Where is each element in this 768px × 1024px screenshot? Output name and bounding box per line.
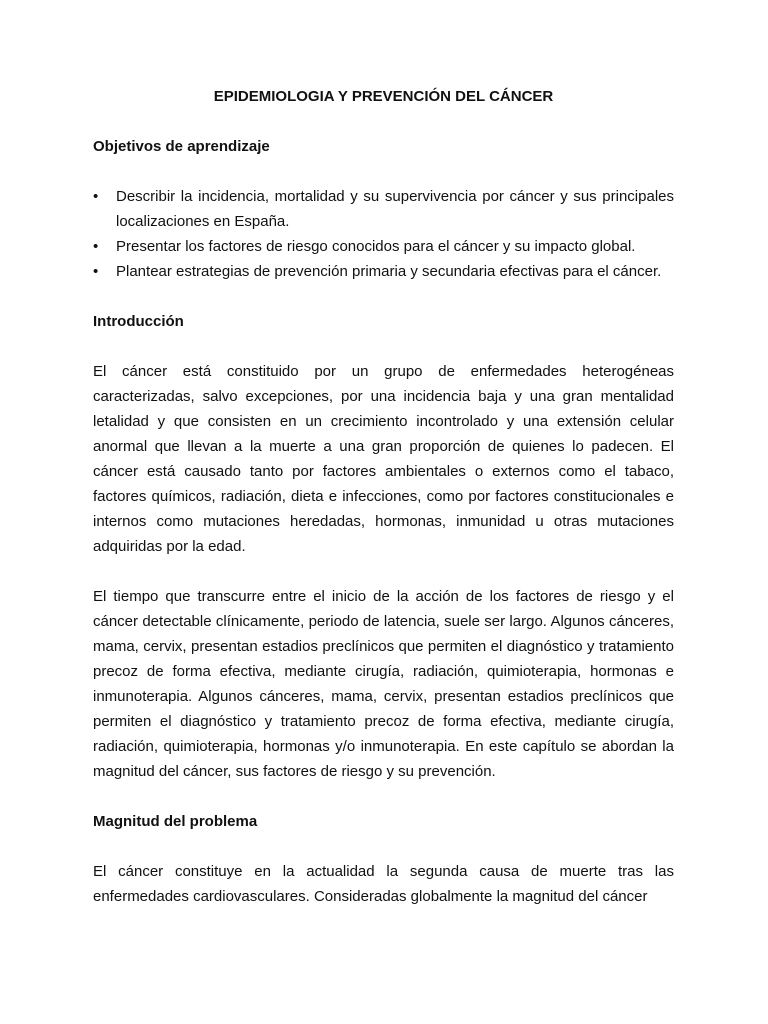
document-title: EPIDEMIOLOGIA Y PREVENCIÓN DEL CÁNCER xyxy=(213,88,554,105)
document-page xyxy=(93,84,674,909)
paragraph: El cáncer está constituido por un grupo de enfermedades heterogéneas caracterizadas, salvo excepciones, por una incidencia baja y una gran mentalidad letalidad y que consisten en un crecimiento incontrolado y una extensión celular anormal que llevan a la muerte a una gran proporción de quienes lo padecen. El cáncer está causado tanto por factores ambientales o externos como el tabaco, factores químicos, radiación, dieta e infecciones, como por factores constitucionales e internos como mutaciones heredadas, hormonas, inmunidad u otras mutaciones adquiridas por la edad. xyxy=(93,363,674,555)
section-heading-introduccion: Introducción xyxy=(93,313,184,330)
bullet-icon: • xyxy=(93,238,99,255)
list-item-text: Plantear estrategias de prevención primaria y secundaria efectivas para el cáncer. xyxy=(116,263,662,280)
bullet-icon: • xyxy=(93,263,99,280)
list-item-text: Presentar los factores de riesgo conocidos para el cáncer y su impacto global. xyxy=(116,238,636,255)
objectives-list xyxy=(93,184,674,284)
bullet-icon: • xyxy=(93,188,99,205)
list-item xyxy=(93,234,674,259)
list-item xyxy=(93,184,674,234)
paragraph: El tiempo que transcurre entre el inicio de la acción de los factores de riesgo y el cáncer detectable clínicamente, periodo de latencia, suele ser largo. Algunos cánceres, mama, cervix, presentan estadios preclínicos que permiten el diagnóstico y tratamiento precoz de forma efectiva, mediante cirugía, radiación, quimioterapia, hormonas e inmunoterapia. Algunos cánceres, mama, cervix, presentan estadios preclínicos que permiten el diagnóstico y tratamiento precoz de forma efectiva, mediante cirugía, radiación, quimioterapia, hormonas y/o inmunoterapia. En este capítulo se abordan la magnitud del cáncer, sus factores de riesgo y su prevención. xyxy=(93,588,674,780)
section-heading-objetivos: Objetivos de aprendizaje xyxy=(93,138,270,155)
list-item xyxy=(93,259,674,284)
list-item-text: Describir la incidencia, mortalidad y su supervivencia por cáncer y sus principales localizaciones en España. xyxy=(116,188,674,230)
section-heading-magnitud: Magnitud del problema xyxy=(93,813,258,830)
paragraph: El cáncer constituye en la actualidad la segunda causa de muerte tras las enfermedades cardiovasculares. Consideradas globalmente la magnitud del cáncer xyxy=(93,863,674,905)
